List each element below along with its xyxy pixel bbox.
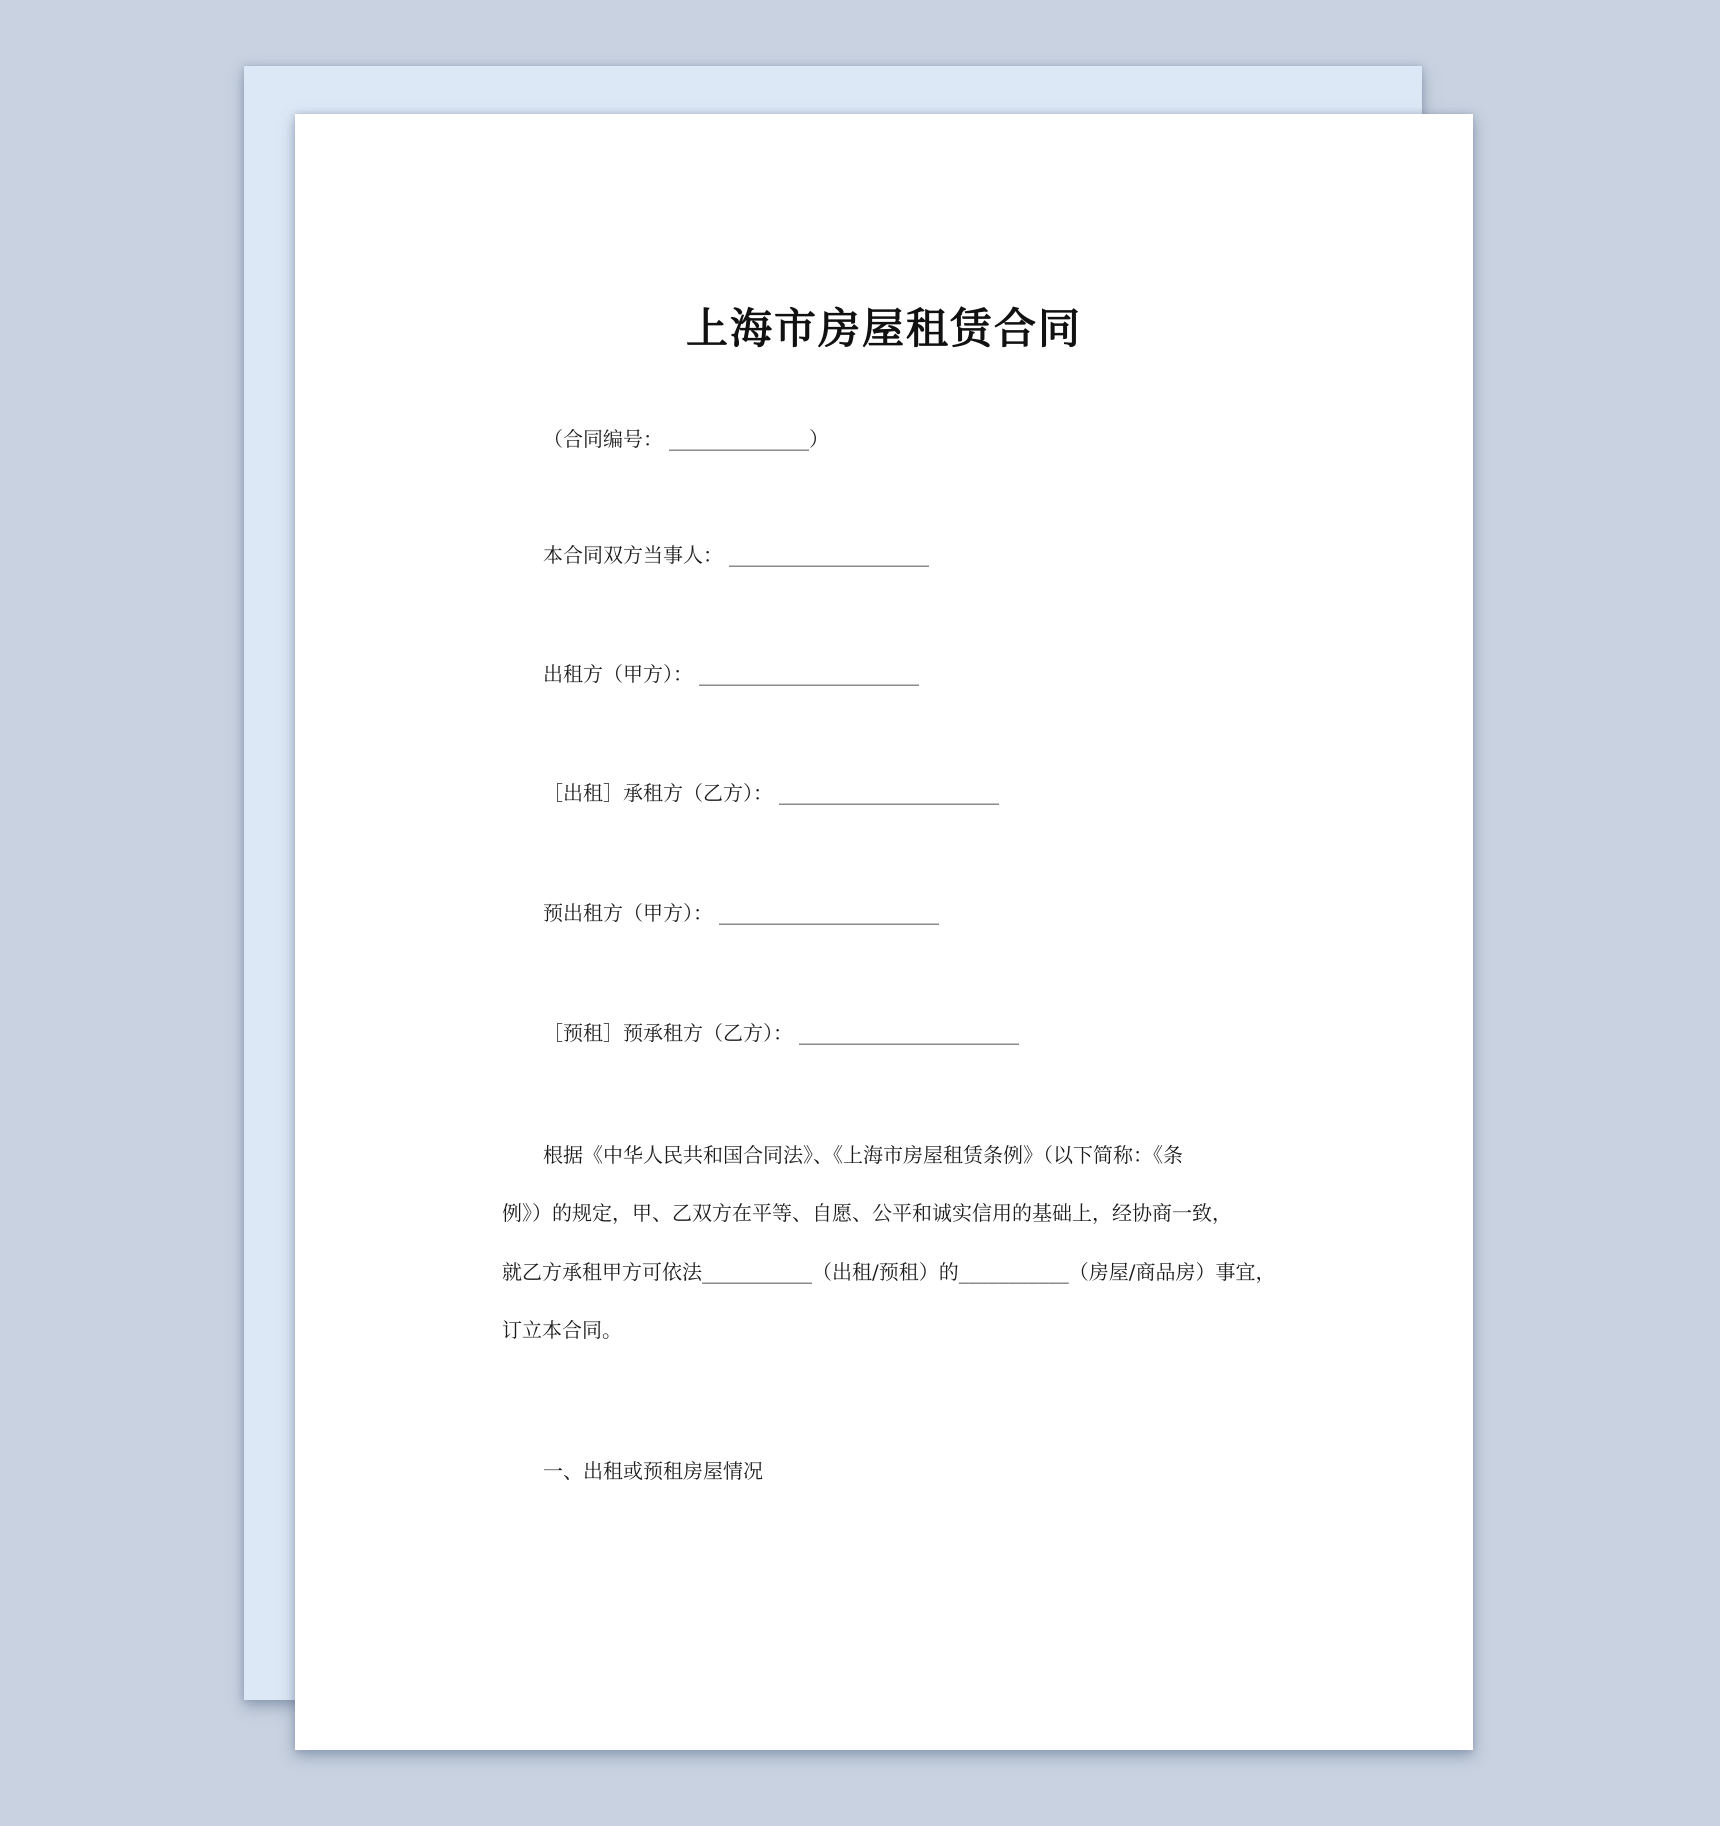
party-label: 本合同双方当事人： (543, 543, 723, 567)
section-heading-rental-housing-info: 一、出租或预租房屋情况 (543, 1459, 763, 1483)
contract-number-line (543, 426, 829, 452)
party-label: 出租方（甲方）： (543, 662, 693, 686)
party-line-pre-lessee (543, 1020, 1019, 1046)
party-line-lessor (543, 661, 919, 687)
preamble-line-3: 就乙方承租甲方可依法___________（出租/预租）的___________（房屋/商品房）事宜， (502, 1260, 1276, 1284)
party-line-pre-lessor (543, 900, 939, 926)
blank-line: ______________________ (779, 781, 999, 805)
blank-line: ______________________ (719, 901, 939, 925)
document-title: 上海市房屋租赁合同 (685, 304, 1082, 353)
preamble-line-4: 订立本合同。 (502, 1318, 622, 1342)
blank-line: ______________________ (699, 662, 919, 686)
party-label: ［出租］承租方（乙方）： (543, 781, 773, 805)
blank-line: ______________________ (799, 1021, 1019, 1045)
contract-number-label: （合同编号： (543, 427, 663, 451)
party-label: 预出租方（甲方）： (543, 901, 713, 925)
party-line-both-parties (543, 542, 929, 568)
contract-number-suffix: ） (809, 427, 829, 451)
contract-number-blank: ______________ (669, 427, 809, 451)
party-label: ［预租］预承租方（乙方）： (543, 1021, 793, 1045)
party-line-lessee (543, 780, 999, 806)
document-page (295, 114, 1473, 1750)
preamble-line-1: 根据《中华人民共和国合同法》、《上海市房屋租赁条例》（以下简称：《条 (543, 1143, 1183, 1167)
preamble-line-2: 例》）的规定，甲、乙双方在平等、自愿、公平和诚实信用的基础上，经协商一致， (502, 1201, 1232, 1225)
blank-line: ____________________ (729, 543, 929, 567)
